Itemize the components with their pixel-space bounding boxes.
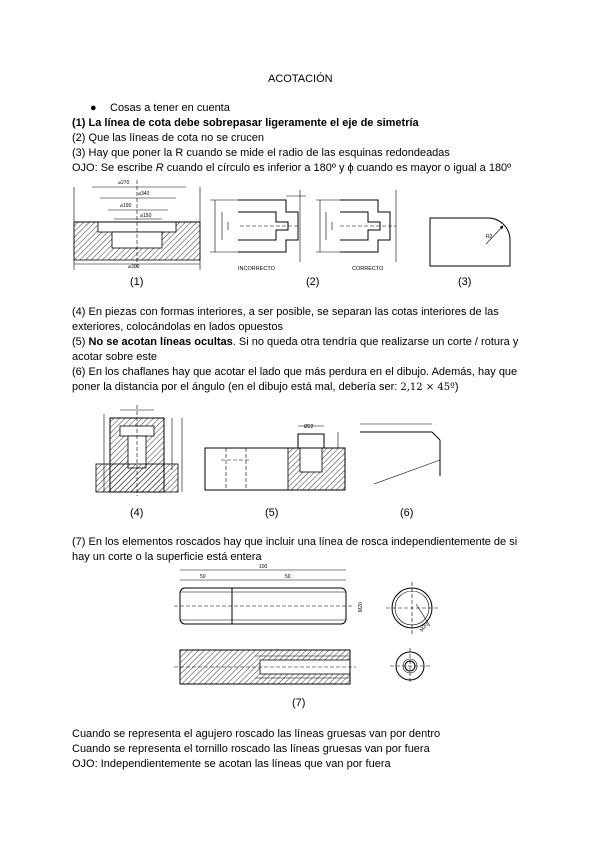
figure-6-drawing — [360, 424, 440, 484]
fig3-radius: R2 — [486, 234, 493, 240]
rule-2-num: (2) — [72, 132, 86, 144]
bullet-dot: ● — [90, 102, 97, 114]
fig7-dim-2: 50 — [285, 574, 291, 580]
page-title: ACOTACIÓN — [268, 73, 333, 85]
figure-2-correct-drawing — [316, 190, 396, 262]
fig7-dim-0: 100 — [259, 564, 268, 570]
fig2-correct-label: CORRECTO — [352, 266, 384, 272]
footer-line-2: Cuando se representa el tornillo roscado las líneas gruesas van por fuera — [72, 743, 430, 755]
fig2-incorrect-label: INCORRECTO — [238, 266, 275, 272]
rule-7-line1: (7) En los elementos roscados hay que incluir una línea de rosca independientemente de si — [72, 536, 518, 548]
fig7-dim-1: 50 — [200, 574, 206, 580]
bullet-text: Cosas a tener en cuenta — [110, 102, 230, 114]
fig7-dim-3: M20 — [358, 602, 364, 612]
ojo-note-1 — [72, 161, 511, 175]
rule-5-bold: No se acotan líneas ocultas — [88, 336, 233, 348]
fig1-dim-4: ⌀300 — [128, 264, 140, 270]
rule-2 — [72, 131, 264, 145]
rule-6-line1: (6) En los chaflanes hay que acotar el lado que más perdura en el dibujo. Además, hay que — [72, 366, 518, 378]
rule-4-line2: exteriores, colocándolas en lados opuestos — [72, 321, 283, 333]
fig1-dim-1: ⌀340 — [138, 191, 150, 197]
fig-label-4: (4) — [130, 507, 144, 519]
figure-4-drawing — [96, 405, 182, 496]
figure-5-drawing — [205, 426, 345, 490]
fig-label-2: (2) — [306, 276, 320, 288]
ojo1-part3: cuando es mayor o igual a 180º — [353, 162, 512, 174]
fig5-dim: Ø22 — [304, 424, 314, 430]
rule-1-text: La línea de cota debe sobrepasar ligeramente el eje de simetría — [88, 117, 419, 129]
footer-line-3: OJO: Independientemente se acotan las líneas que van por fuera — [72, 758, 391, 770]
figure-1-drawing — [74, 180, 200, 270]
fig1-dim-0: ⌀270 — [118, 180, 130, 186]
ojo1-phi: ϕ — [347, 162, 354, 174]
rule-6-math: 2,12 × 45º — [400, 382, 455, 393]
fig7-dim-4: M20 — [418, 621, 430, 634]
fig-label-1: (1) — [130, 276, 144, 288]
ojo1-part2: cuando el círculo es inferior a 180º y — [163, 162, 348, 174]
rule-3 — [72, 146, 450, 160]
rule-1-num: (1) — [72, 117, 86, 129]
fig-label-5: (5) — [265, 507, 279, 519]
rule-1 — [72, 116, 419, 130]
rule-6-end: ) — [454, 381, 459, 393]
figure-7-drawing — [174, 570, 438, 684]
figure-2-incorrect-drawing — [210, 190, 306, 262]
rule-7-line2: hay un corte o la superficie está entera — [72, 551, 262, 563]
ojo1-part1: OJO: Se escribe — [72, 162, 156, 174]
rule-5-line2: acotar sobre este — [72, 351, 157, 363]
fig-label-3: (3) — [458, 276, 472, 288]
fig1-dim-3: ⌀150 — [140, 213, 152, 219]
rule-5-line1 — [72, 335, 518, 349]
ojo1-r: R — [155, 162, 164, 174]
fig-label-6: (6) — [400, 507, 414, 519]
rule-6-text: poner la distancia por el ángulo (en el dibujo está mal, debería ser: — [72, 381, 401, 393]
rule-3-num: (3) — [72, 147, 86, 159]
footer-line-1: Cuando se representa el agujero roscado las líneas gruesas van por dentro — [72, 728, 441, 740]
rule-4-line1: (4) En piezas con formas interiores, a ser posible, se separan las cotas interiores de las — [72, 306, 499, 318]
fig-label-7: (7) — [292, 697, 306, 709]
rule-6-line2 — [72, 380, 458, 395]
rule-5-num: (5) — [72, 336, 89, 348]
fig1-dim-2: ⌀190 — [120, 203, 132, 209]
rule-5-rest: . Si no queda otra tendría que realizarse un corte / rotura y — [232, 336, 519, 348]
rule-2-text: Que las líneas de cota no se crucen — [88, 132, 265, 144]
rule-3-text: Hay que poner la R cuando se mide el radio de las esquinas redondeadas — [88, 147, 450, 159]
figure-3-drawing — [430, 218, 510, 266]
